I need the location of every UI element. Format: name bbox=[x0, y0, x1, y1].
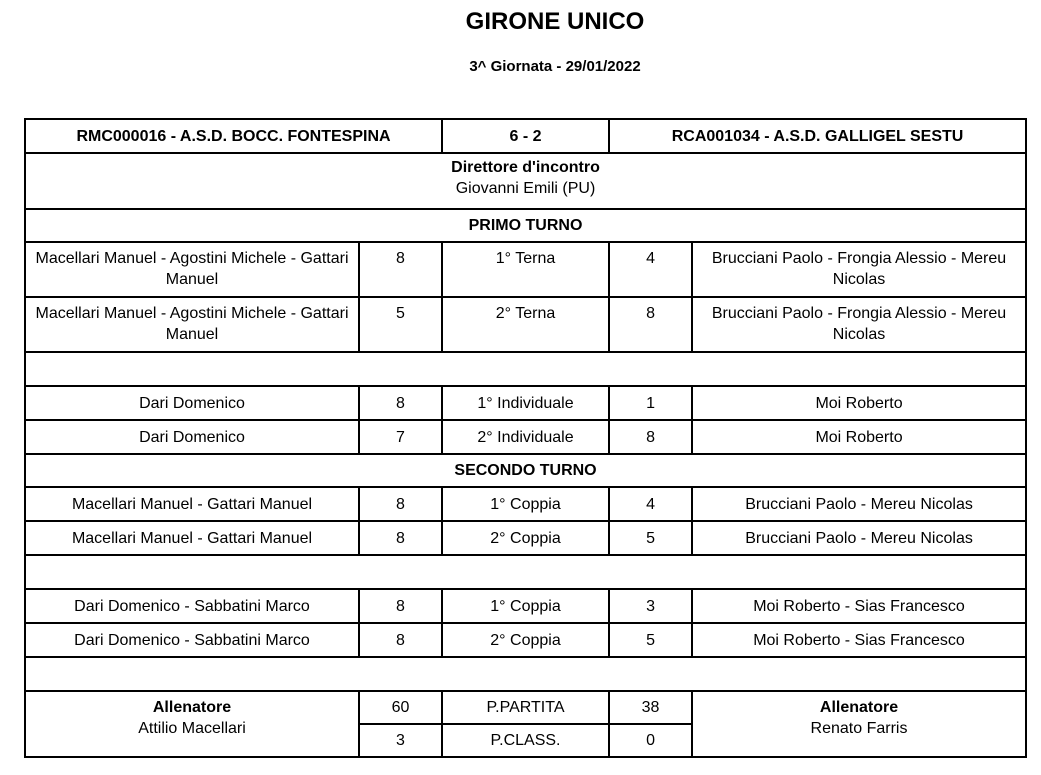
home-players: Dari Domenico - Sabbatini Marco bbox=[25, 623, 359, 657]
home-partita-points: 60 bbox=[359, 691, 442, 724]
class-label: P.CLASS. bbox=[442, 724, 609, 757]
spacer-cell bbox=[25, 352, 1026, 386]
game-row bbox=[25, 242, 1026, 297]
game-type: 2° Individuale bbox=[442, 420, 609, 454]
away-score: 3 bbox=[609, 589, 692, 623]
game-type: 1° Coppia bbox=[442, 589, 609, 623]
match-header-row bbox=[25, 119, 1026, 153]
game-type: 2° Terna bbox=[442, 297, 609, 352]
away-coach-name: Renato Farris bbox=[810, 720, 908, 737]
game-type: 2° Coppia bbox=[442, 521, 609, 555]
away-team: RCA001034 - A.S.D. GALLIGEL SESTU bbox=[609, 119, 1026, 153]
home-score: 8 bbox=[359, 623, 442, 657]
away-players: Brucciani Paolo - Frongia Alessio - Mereu Nicolas bbox=[692, 297, 1026, 352]
home-players: Dari Domenico bbox=[25, 386, 359, 420]
away-players: Moi Roberto - Sias Francesco bbox=[692, 589, 1026, 623]
home-team: RMC000016 - A.S.D. BOCC. FONTESPINA bbox=[25, 119, 442, 153]
spacer-row bbox=[25, 555, 1026, 589]
section-row bbox=[25, 454, 1026, 487]
home-players: Macellari Manuel - Agostini Michele - Gattari Manuel bbox=[25, 297, 359, 352]
home-players: Macellari Manuel - Agostini Michele - Gattari Manuel bbox=[25, 242, 359, 297]
game-row bbox=[25, 589, 1026, 623]
game-row bbox=[25, 420, 1026, 454]
referee-label: Direttore d'incontro bbox=[451, 159, 600, 176]
away-score: 5 bbox=[609, 623, 692, 657]
home-players: Macellari Manuel - Gattari Manuel bbox=[25, 487, 359, 521]
home-coach-cell bbox=[25, 691, 359, 757]
match-score: 6 - 2 bbox=[442, 119, 609, 153]
home-score: 8 bbox=[359, 589, 442, 623]
home-score: 8 bbox=[359, 487, 442, 521]
partita-label: P.PARTITA bbox=[442, 691, 609, 724]
game-type: 1° Coppia bbox=[442, 487, 609, 521]
home-score: 5 bbox=[359, 297, 442, 352]
away-players: Moi Roberto - Sias Francesco bbox=[692, 623, 1026, 657]
referee-row bbox=[25, 153, 1026, 209]
game-row bbox=[25, 386, 1026, 420]
away-players: Brucciani Paolo - Mereu Nicolas bbox=[692, 521, 1026, 555]
home-score: 8 bbox=[359, 386, 442, 420]
game-row bbox=[25, 297, 1026, 352]
game-row bbox=[25, 487, 1026, 521]
spacer-cell bbox=[25, 657, 1026, 691]
home-coach-name: Attilio Macellari bbox=[138, 720, 246, 737]
summary-row-partita bbox=[25, 691, 1026, 724]
round-subtitle: 3^ Giornata - 29/01/2022 bbox=[469, 58, 641, 75]
away-score: 8 bbox=[609, 420, 692, 454]
away-coach-label: Allenatore bbox=[819, 699, 899, 716]
away-players: Brucciani Paolo - Mereu Nicolas bbox=[692, 487, 1026, 521]
home-players: Dari Domenico - Sabbatini Marco bbox=[25, 589, 359, 623]
game-type: 2° Coppia bbox=[442, 623, 609, 657]
home-class-points: 3 bbox=[359, 724, 442, 757]
spacer-row bbox=[25, 352, 1026, 386]
section-title-second: SECONDO TURNO bbox=[25, 454, 1026, 487]
away-players: Brucciani Paolo - Frongia Alessio - Mereu Nicolas bbox=[692, 242, 1026, 297]
spacer-row bbox=[25, 657, 1026, 691]
away-players: Moi Roberto bbox=[692, 420, 1026, 454]
spacer-cell bbox=[25, 555, 1026, 589]
section-title-first: PRIMO TURNO bbox=[25, 209, 1026, 242]
away-score: 4 bbox=[609, 242, 692, 297]
page-title: GIRONE UNICO bbox=[465, 8, 645, 35]
home-coach-label: Allenatore bbox=[152, 699, 232, 716]
home-players: Dari Domenico bbox=[25, 420, 359, 454]
away-score: 8 bbox=[609, 297, 692, 352]
away-players: Moi Roberto bbox=[692, 386, 1026, 420]
game-type: 1° Individuale bbox=[442, 386, 609, 420]
home-score: 8 bbox=[359, 521, 442, 555]
away-score: 5 bbox=[609, 521, 692, 555]
away-coach-cell bbox=[692, 691, 1026, 757]
referee-name: Giovanni Emili (PU) bbox=[455, 180, 596, 197]
referee-cell bbox=[25, 153, 1026, 209]
game-row bbox=[25, 623, 1026, 657]
home-score: 8 bbox=[359, 242, 442, 297]
match-report-table bbox=[24, 118, 1027, 758]
away-partita-points: 38 bbox=[609, 691, 692, 724]
game-type: 1° Terna bbox=[442, 242, 609, 297]
away-class-points: 0 bbox=[609, 724, 692, 757]
game-row bbox=[25, 521, 1026, 555]
home-players: Macellari Manuel - Gattari Manuel bbox=[25, 521, 359, 555]
away-score: 1 bbox=[609, 386, 692, 420]
section-row bbox=[25, 209, 1026, 242]
home-score: 7 bbox=[359, 420, 442, 454]
away-score: 4 bbox=[609, 487, 692, 521]
